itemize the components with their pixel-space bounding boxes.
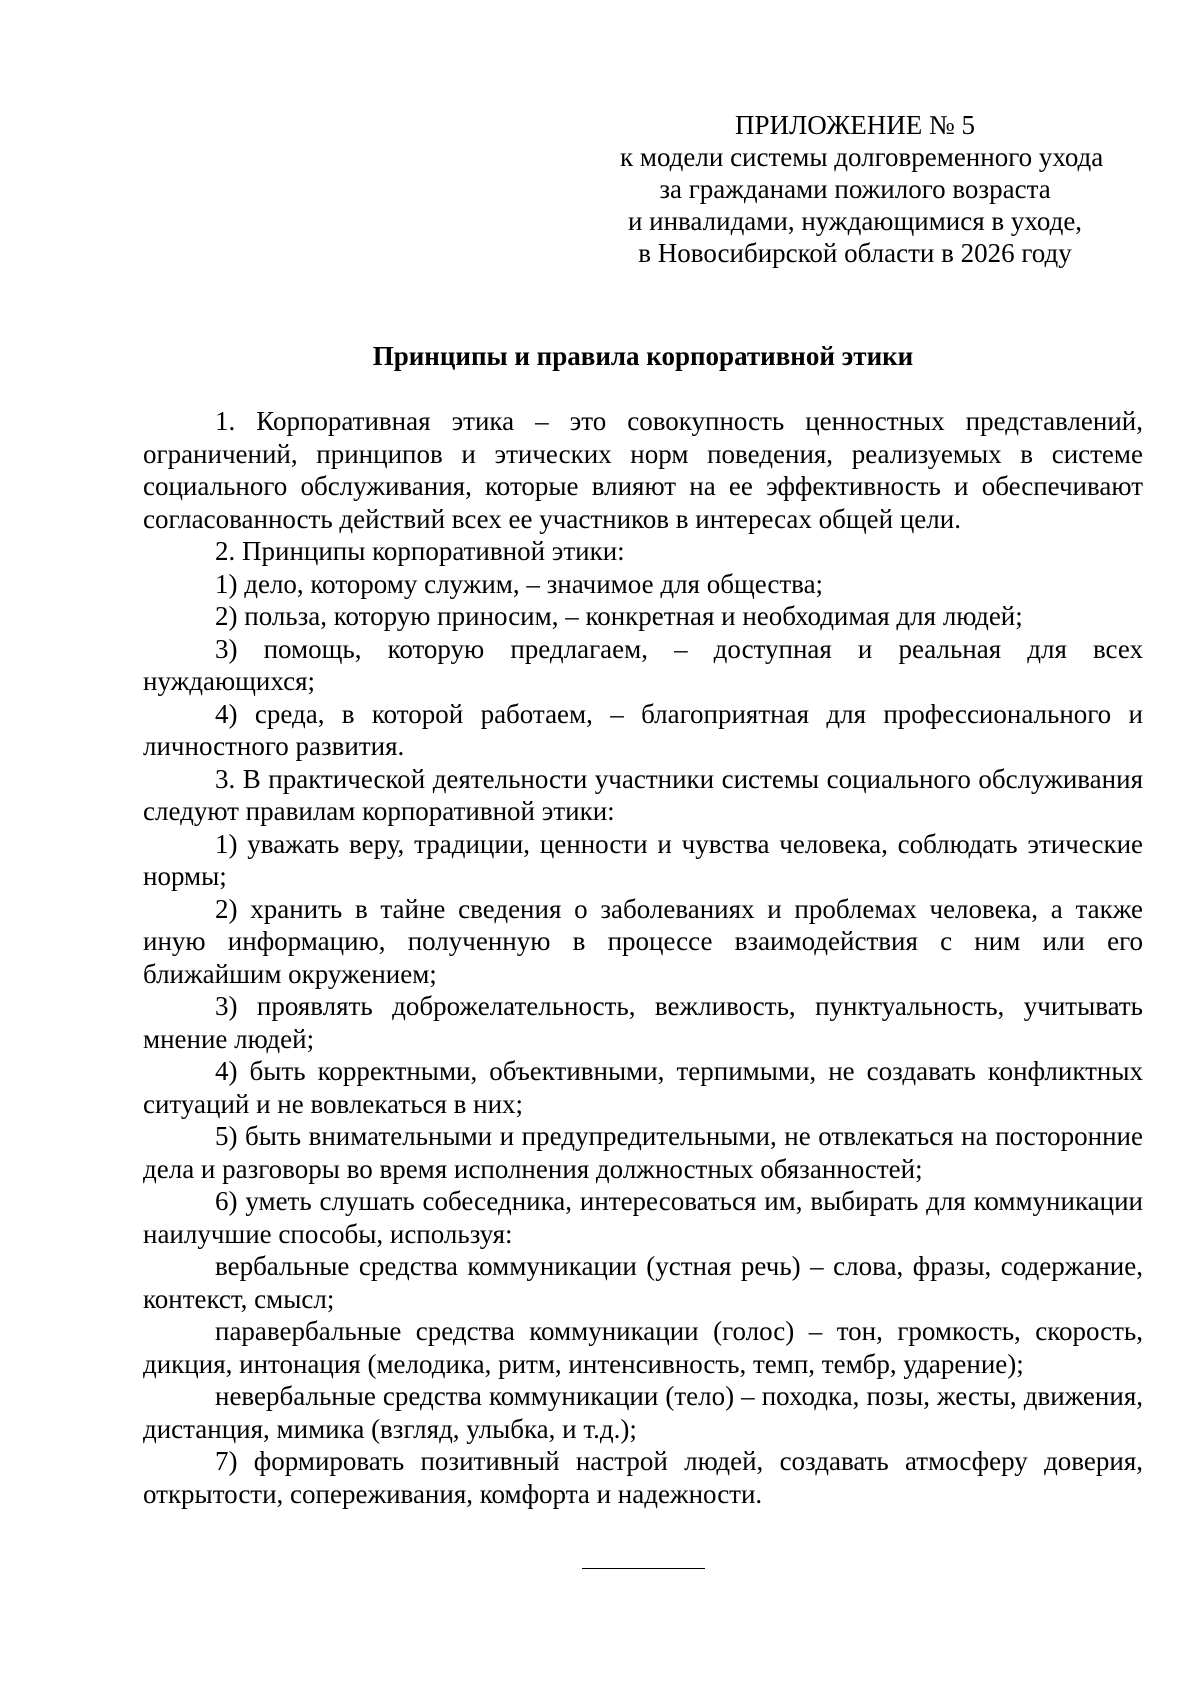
- appendix-line: и инвалидами, нуждающимися в уходе,: [627, 206, 1083, 236]
- appendix-line: за гражданами пожилого возраста: [659, 174, 1051, 204]
- rule-item: 2) хранить в тайне сведения о заболеваниях и проблемах человека, а также иную информацию, полученную в процессе взаимодействия с ним или его ближайшим окружением;: [143, 893, 1143, 989]
- paragraph-definition: 1. Корпоративная этика – это совокупность ценностных представлений, ограничений, принципов и этических норм поведения, реализуемых в системе социального обслуживания, которые влияют на ее эффективность и обеспечивают согласованность действий всех ее участников в интересах общей цели.: [143, 406, 1143, 534]
- appendix-number: ПРИЛОЖЕНИЕ № 5: [734, 110, 976, 140]
- end-divider-line: [582, 1568, 705, 1569]
- appendix-line: в Новосибирской области в 2026 году: [638, 238, 1072, 268]
- rule-item: 6) уметь слушать собеседника, интересоваться им, выбирать для коммуникации наилучшие способы, используя:: [143, 1186, 1143, 1249]
- paragraph-principles-heading: 2. Принципы корпоративной этики:: [215, 536, 625, 566]
- rule-item: 5) быть внимательными и предупредительными, не отвлекаться на посторонние дела и разговоры во время исполнения должностных обязанностей;: [143, 1121, 1143, 1184]
- principle-item: 4) среда, в которой работаем, – благоприятная для профессионального и личностного развития.: [143, 698, 1143, 761]
- document-body: [143, 405, 1143, 1510]
- communication-means-item: паравербальные средства коммуникации (голос) – тон, громкость, скорость, дикция, интонация (мелодика, ритм, интенсивность, темп, тембр, ударение);: [143, 1316, 1143, 1379]
- rule-item: 3) проявлять доброжелательность, вежливость, пунктуальность, учитывать мнение людей;: [143, 991, 1143, 1054]
- appendix-header: [620, 109, 1104, 269]
- communication-means-item: невербальные средства коммуникации (тело) – походка, позы, жесты, движения, дистанция, мимика (взгляд, улыбка, и т.д.);: [143, 1381, 1143, 1444]
- paragraph-rules-heading: 3. В практической деятельности участники системы социального обслуживания следуют правилам корпоративной этики:: [143, 763, 1143, 826]
- principle-item: 3) помощь, которую предлагаем, – доступная и реальная для всех нуждающихся;: [143, 633, 1143, 696]
- principle-item: 1) дело, которому служим, – значимое для общества;: [215, 568, 824, 599]
- rule-item: 1) уважать веру, традиции, ценности и чувства человека, соблюдать этические нормы;: [143, 828, 1143, 891]
- rule-item: 4) быть корректными, объективными, терпимыми, не создавать конфликтных ситуаций и не вовлекаться в них;: [143, 1056, 1143, 1119]
- document-title: Принципы и правила корпоративной этики: [372, 341, 914, 371]
- appendix-line: к модели системы долговременного ухода: [620, 142, 1104, 172]
- principle-item: 2) польза, которую приносим, – конкретная и необходимая для людей;: [215, 601, 1023, 631]
- communication-means-item: вербальные средства коммуникации (устная речь) – слова, фразы, содержание, контекст, смысл;: [143, 1251, 1143, 1314]
- rule-item: 7) формировать позитивный настрой людей, создавать атмосферу доверия, открытости, сопереживания, комфорта и надежности.: [143, 1446, 1143, 1509]
